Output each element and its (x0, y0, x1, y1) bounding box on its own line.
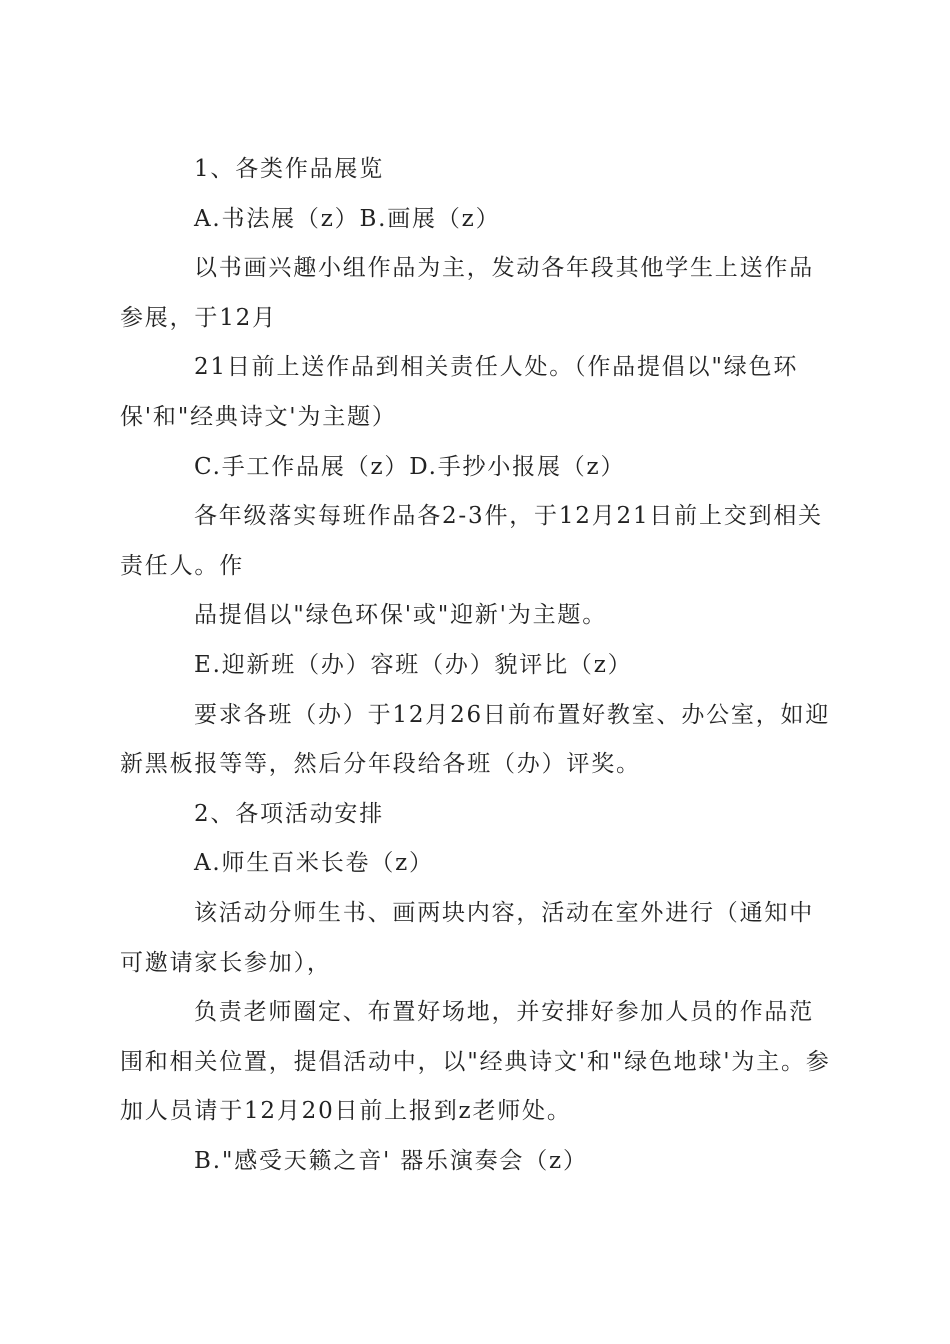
paragraph-scroll-content: 该活动分师生书、画两块内容，活动在室外进行（通知中可邀请家长参加）， (120, 899, 814, 976)
paragraph-deadline: 21日前上送作品到相关责任人处。（作品提倡以"绿色环保'和"经典诗文'为主题） (120, 354, 799, 430)
heading-exhibitions: 1、各类作品展览 (194, 156, 385, 182)
paragraph-class-works: 各年级落实每班作品各2-3件，于12月21日前上交到相关责任人。作 (120, 503, 823, 579)
item-concert: B."感受天籁之音' 器乐演奏会（z） (194, 1147, 588, 1174)
paragraph-submission: 以书画兴趣小组作品为主，发动各年段其他学生上送作品参展，于12月 (120, 255, 814, 331)
item-calligraphy-painting: A.书法展（z）B.画展（z） (194, 205, 501, 232)
paragraph-venue: 负责老师圈定、布置好场地，并安排好参加人员的作品范围和相关位置，提倡活动中，以"经典诗文'和"绿色地球'为主。参加人员请于12月20日前上报到z老师处。 (120, 999, 831, 1125)
heading-activities: 2、各项活动安排 (194, 800, 385, 827)
document-body (120, 145, 832, 1186)
item-long-scroll: A.师生百米长卷（z） (194, 850, 434, 877)
item-class-appearance: E.迎新班（办）容班（办）貌评比（z） (194, 651, 633, 678)
paragraph-decoration: 要求各班（办）于12月26日前布置好教室、办公室，如迎新黑板报等等，然后分年段给各班（办）评奖。 (120, 701, 831, 778)
paragraph-theme: 品提倡以"绿色环保'或"迎新'为主题。 (194, 602, 608, 629)
item-handcraft-tabloid: C.手工作品展（z）D.手抄小报展（z） (194, 453, 626, 480)
